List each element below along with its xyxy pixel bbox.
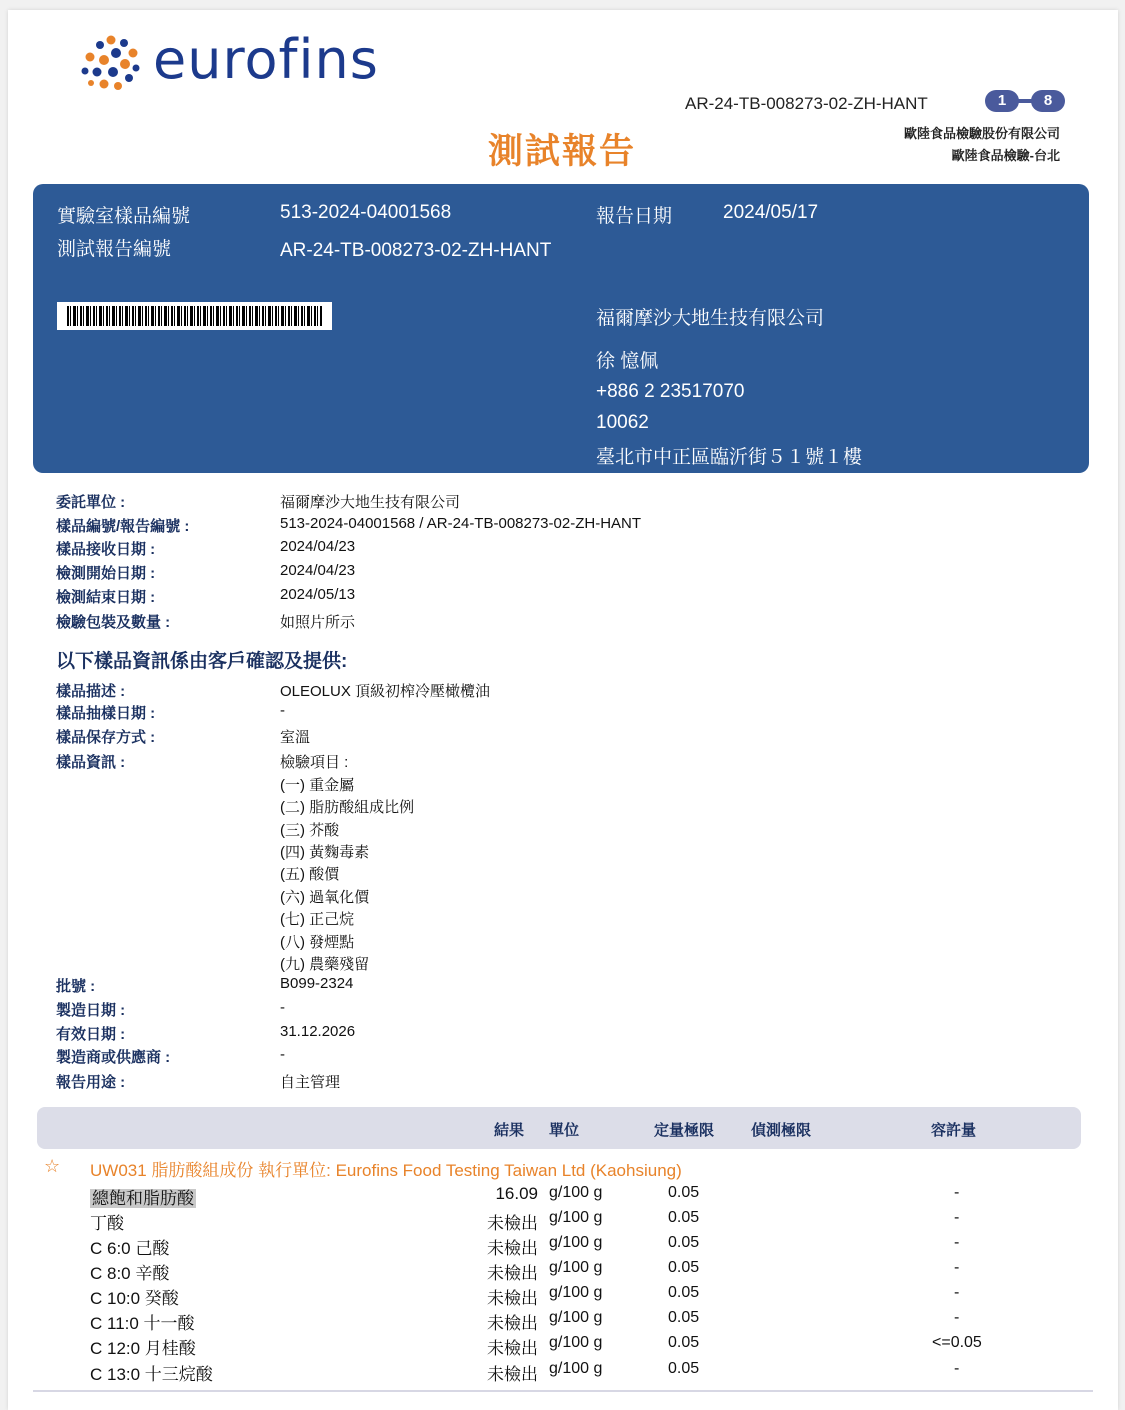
- test-item: (七) 正己烷: [280, 911, 355, 928]
- unit-value: g/100 g: [549, 1209, 603, 1226]
- lot-value: B099-2324: [280, 975, 354, 992]
- analyte-name: C 12:0 月桂酸: [90, 1339, 196, 1358]
- mfg-label: 製造日期 :: [56, 1002, 126, 1019]
- test-item: (一) 重金屬: [280, 777, 355, 794]
- divider: [33, 1390, 1093, 1392]
- lab-branch: 歐陸食品檢驗-台北: [951, 148, 1060, 163]
- col-lod: 偵測極限: [751, 1122, 812, 1139]
- unit-value: g/100 g: [549, 1184, 603, 1201]
- result-value: 16.09: [495, 1184, 538, 1203]
- sample-no: 513-2024-04001568: [280, 202, 452, 223]
- report-title: 測試報告: [488, 132, 637, 171]
- loq-value: 0.05: [668, 1259, 700, 1276]
- unit-value: g/100 g: [549, 1259, 603, 1276]
- unit-value: g/100 g: [549, 1309, 603, 1326]
- results-table-header: [37, 1107, 1081, 1149]
- storage-value: 室溫: [280, 729, 311, 746]
- analyte-name: C 6:0 己酸: [90, 1239, 170, 1258]
- test-item: (四) 黃麴毒素: [280, 844, 370, 861]
- client-company: 福爾摩沙大地生技有限公司: [596, 308, 825, 329]
- desc-value: OLEOLUX 頂級初榨冷壓橄欖油: [280, 683, 491, 700]
- loq-value: 0.05: [668, 1309, 700, 1326]
- tolerance-value: -: [954, 1259, 960, 1276]
- loq-value: 0.05: [668, 1209, 700, 1226]
- result-value: 未檢出: [487, 1339, 538, 1358]
- unit-value: g/100 g: [549, 1284, 603, 1301]
- unit-value: g/100 g: [549, 1360, 603, 1377]
- mfg-value: -: [280, 999, 285, 1016]
- brand-name: eurofins: [153, 28, 379, 91]
- loq-value: 0.05: [668, 1360, 700, 1377]
- tolerance-value: -: [954, 1234, 960, 1251]
- col-result: 結果: [494, 1122, 525, 1139]
- analyte-name: C 10:0 癸酸: [90, 1289, 179, 1308]
- info-label: 委託單位 :: [56, 494, 126, 511]
- info-value: 福爾摩沙大地生技有限公司: [280, 494, 461, 511]
- report-page: [8, 10, 1118, 1410]
- lab-name: 歐陸食品檢驗股份有限公司: [903, 126, 1060, 141]
- report-date: 2024/05/17: [723, 202, 819, 223]
- sample-info-label: 樣品資訊 :: [56, 754, 126, 771]
- tolerance-value: -: [954, 1209, 960, 1226]
- result-value: 未檢出: [487, 1264, 538, 1283]
- loq-value: 0.05: [668, 1334, 700, 1351]
- sampling-label: 樣品抽樣日期 :: [56, 705, 156, 722]
- sample-info-title: 檢驗項目 :: [280, 754, 349, 771]
- summary-panel: [33, 184, 1089, 473]
- result-value: 未檢出: [487, 1214, 538, 1233]
- result-value: 未檢出: [487, 1365, 538, 1384]
- method-title: UW031 脂肪酸組成份 執行單位: Eurofins Food Testing Taiwan Ltd (Kaohsiung): [90, 1161, 682, 1180]
- test-item: (六) 過氧化價: [280, 889, 370, 906]
- page-total: 8: [1031, 90, 1065, 112]
- purpose-value: 自主管理: [280, 1074, 341, 1091]
- info-value: 513-2024-04001568 / AR-24-TB-008273-02-ZH-HANT: [280, 515, 642, 532]
- lot-label: 批號 :: [56, 978, 96, 995]
- test-item: (二) 脂肪酸組成比例: [280, 799, 415, 816]
- client-contact: 徐 憶佩: [596, 351, 659, 372]
- test-item: (八) 發煙點: [280, 934, 355, 951]
- client-info-heading: 以下樣品資訊係由客戶確認及提供:: [56, 651, 348, 672]
- analyte-name: C 8:0 辛酸: [90, 1264, 170, 1283]
- info-label: 檢測結束日期 :: [56, 589, 156, 606]
- tolerance-value: -: [954, 1184, 960, 1201]
- loq-value: 0.05: [668, 1234, 700, 1251]
- client-address: 臺北市中正區臨沂街５１號１樓: [596, 447, 863, 468]
- star-icon: ☆: [44, 1156, 61, 1176]
- tolerance-value: -: [954, 1360, 960, 1377]
- storage-label: 樣品保存方式 :: [56, 729, 156, 746]
- unit-value: g/100 g: [549, 1334, 603, 1351]
- info-value: 2024/04/23: [280, 562, 356, 579]
- sampling-value: -: [280, 702, 285, 719]
- loq-value: 0.05: [668, 1284, 700, 1301]
- info-label: 樣品接收日期 :: [56, 541, 156, 558]
- eurofins-logo-icon: [80, 34, 142, 92]
- loq-value: 0.05: [668, 1184, 700, 1201]
- maker-value: -: [280, 1046, 285, 1063]
- unit-value: g/100 g: [549, 1234, 603, 1251]
- tolerance-value: <=0.05: [932, 1334, 982, 1351]
- test-item: (五) 酸價: [280, 866, 340, 883]
- analyte-name: 丁酸: [90, 1214, 124, 1233]
- info-label: 樣品編號/報告編號 :: [56, 518, 190, 535]
- result-value: 未檢出: [487, 1239, 538, 1258]
- tolerance-value: -: [954, 1309, 960, 1326]
- desc-label: 樣品描述 :: [56, 683, 126, 700]
- test-item: (三) 芥酸: [280, 822, 340, 839]
- exp-label: 有效日期 :: [56, 1026, 126, 1043]
- analyte-name: C 11:0 十一酸: [90, 1314, 195, 1333]
- info-value: 如照片所示: [280, 614, 356, 631]
- col-tolerance: 容許量: [931, 1122, 977, 1139]
- maker-label: 製造商或供應商 :: [56, 1049, 171, 1066]
- report-no: AR-24-TB-008273-02-ZH-HANT: [280, 240, 552, 261]
- col-unit: 單位: [549, 1122, 580, 1139]
- page-current: 1: [985, 90, 1019, 112]
- info-value: 2024/05/13: [280, 586, 356, 603]
- report-date-label: 報告日期: [596, 206, 673, 227]
- document-id: AR-24-TB-008273-02-ZH-HANT: [685, 94, 928, 113]
- info-value: 2024/04/23: [280, 538, 356, 555]
- page-indicator: [985, 90, 1067, 112]
- report-no-label: 測試報告編號: [57, 239, 172, 260]
- exp-value: 31.12.2026: [280, 1023, 356, 1040]
- sample-no-label: 實驗室樣品編號: [57, 206, 191, 227]
- info-label: 檢驗包裝及數量 :: [56, 614, 171, 631]
- info-label: 檢測開始日期 :: [56, 565, 156, 582]
- analyte-name: 總飽和脂肪酸: [92, 1189, 194, 1208]
- client-postcode: 10062: [596, 412, 649, 433]
- analyte-name: C 13:0 十三烷酸: [90, 1365, 213, 1384]
- tolerance-value: -: [954, 1284, 960, 1301]
- col-loq: 定量極限: [654, 1122, 715, 1139]
- test-item: (九) 農藥殘留: [280, 956, 370, 973]
- client-phone: +886 2 23517070: [596, 381, 745, 402]
- barcode: [57, 302, 332, 330]
- purpose-label: 報告用途 :: [56, 1074, 126, 1091]
- result-value: 未檢出: [487, 1289, 538, 1308]
- result-value: 未檢出: [487, 1314, 538, 1333]
